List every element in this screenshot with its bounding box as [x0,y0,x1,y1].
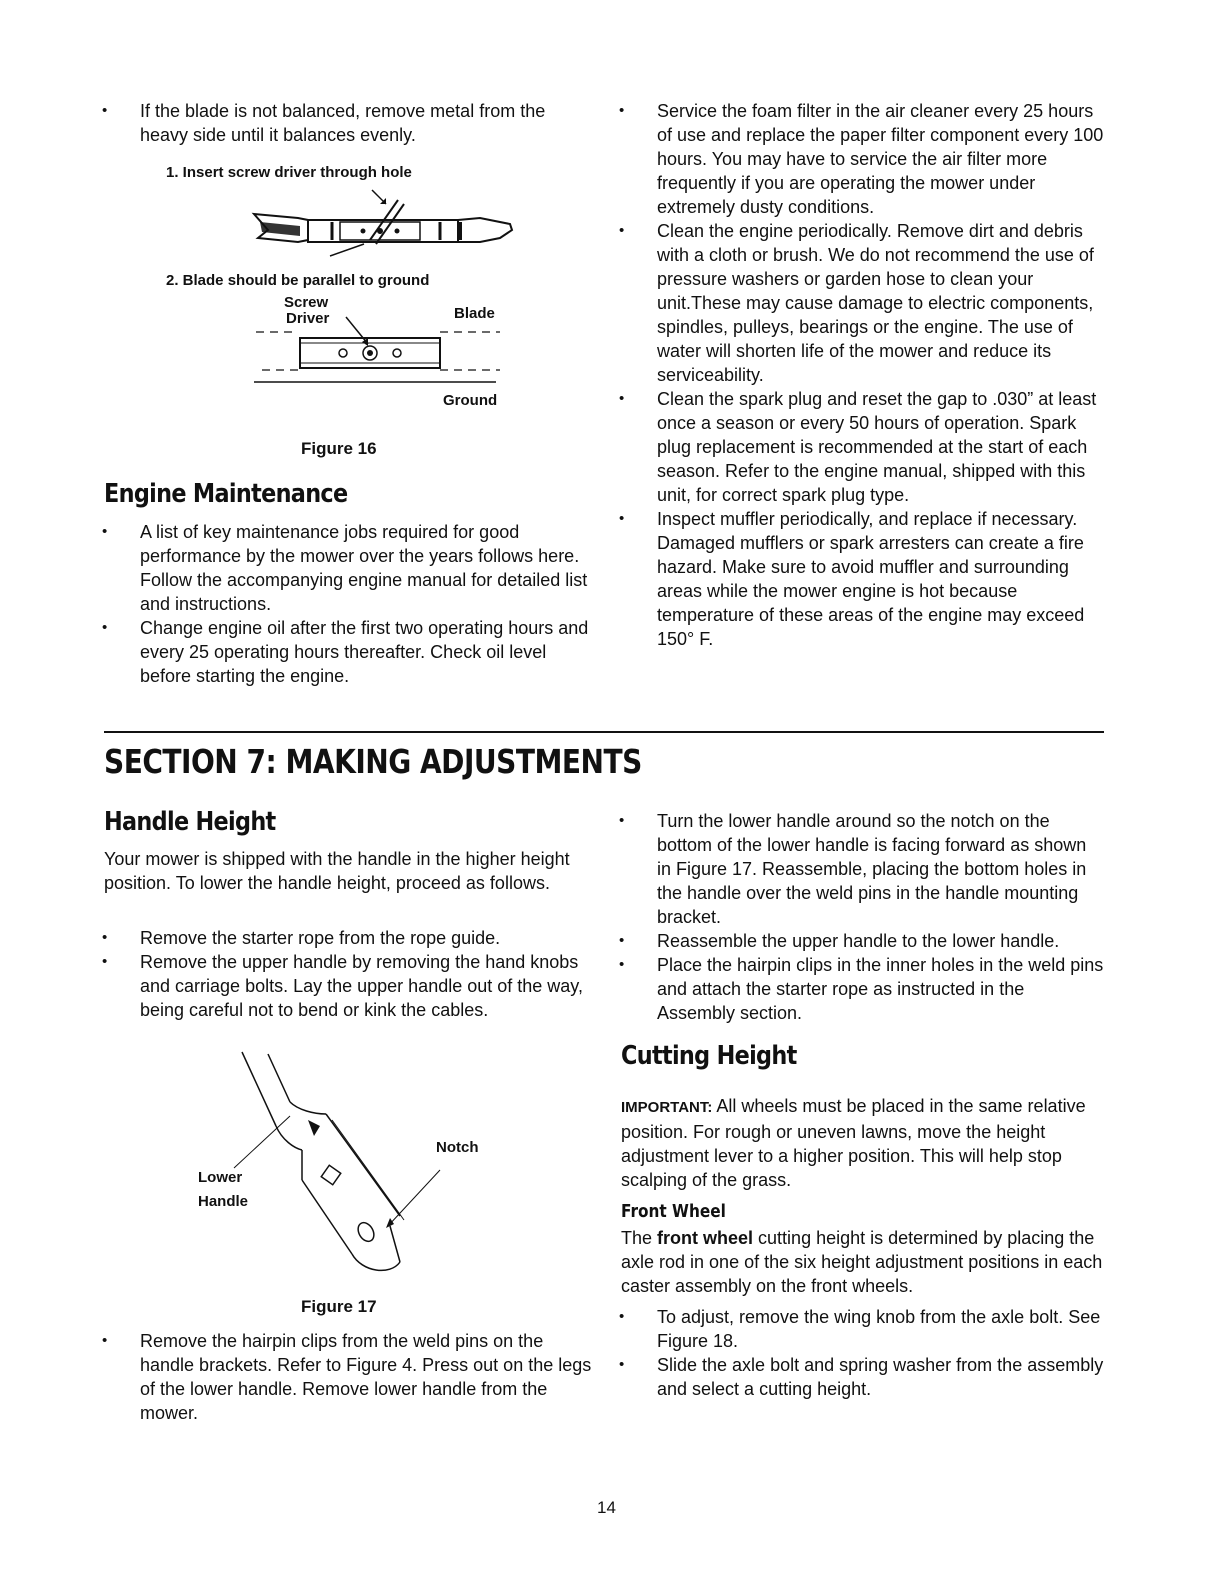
blade-balance-diagram [150,160,550,420]
list-item: • Change engine oil after the first two operating hours and every 25 operating hours thereafter. Check oil level before starting the engine. [102,616,592,688]
fig16-screw-label: Screw [284,294,329,311]
fig16-blade-label: Blade [454,305,495,322]
fig17-notch-label: Notch [436,1139,479,1156]
fig17-lower-label: Lower [198,1169,243,1186]
list-item: • To adjust, remove the wing knob from the axle bolt. See Figure 18. [619,1305,1105,1353]
list-item: • Reassemble the upper handle to the lower handle. [619,929,1105,953]
section-divider [104,731,1104,733]
list-item: • Place the hairpin clips in the inner holes in the weld pins and attach the starter rope as instructed in the Assembly section. [619,953,1105,1025]
front-wheel-post: cutting height is determined by placing the axle rod in one of the six height adjustment positions in each caster assembly on the front wheels. [621,1228,1103,1296]
left-top-column [102,99,592,147]
list-item: • Remove the upper handle by removing the hand knobs and carriage bolts. Lay the upper handle out of the way, being careful not to bend or kink the cables. [102,950,592,1022]
handle-height-section [104,807,594,837]
section-title: SECTION 7: MAKING ADJUSTMENTS [104,742,642,781]
list-item: • Remove the starter rope from the rope guide. [102,926,592,950]
important-text: All wheels must be placed in the same relative position. For rough or uneven lawns, move the height adjustment lever to a higher position. This will help stop scalping of the grass. [621,1096,1086,1190]
fig16-driver-label: Driver [286,310,330,327]
front-wheel-heading: Front Wheel [621,1201,726,1222]
list-item: • Turn the lower handle around so the notch on the bottom of the lower handle is facing forward as shown in Figure 17. Reassemble, placing the bottom holes in the handle over the weld pins in the handle mounting bracket. [619,809,1105,929]
important-label: IMPORTANT: [621,1099,713,1116]
handle-height-heading: Handle Height [104,807,276,837]
figure-16-caption: Figure 16 [301,439,377,458]
lower-handle-diagram [190,1040,510,1290]
cutting-height-body [621,1094,1105,1298]
engine-maintenance-list [102,520,592,688]
list-item: • Service the foam filter in the air cleaner every 25 hours of use and replace the paper filter component every 100 hours. You may have to service the air filter more frequently if you are operating the mower under extremely dusty conditions. [619,99,1105,219]
fig16-ground-label: Ground [443,392,498,409]
right-top-column [619,99,1105,651]
handle-height-intro-text: Your mower is shipped with the handle in the higher height position. To lower the handle height, proceed as follows. [104,849,570,893]
page-number: 14 [597,1498,616,1517]
fig17-handle-label: Handle [198,1193,249,1210]
right-bottom-column [619,809,1105,1025]
fig16-step1: 1. Insert screw driver through hole [166,164,412,181]
front-wheel-pre: The [621,1228,658,1248]
front-wheel-list [619,1305,1105,1401]
front-wheel-text [621,1226,1105,1298]
list-item: • Slide the axle bolt and spring washer from the assembly and select a cutting height. [619,1353,1105,1401]
cutting-height-section [621,1041,1107,1071]
engine-maintenance-heading: Engine Maintenance [104,479,348,509]
front-wheel-bold: front wheel [657,1228,754,1248]
handle-height-intro [104,847,590,895]
handle-height-after-list [102,1329,592,1425]
balance-bullet: • If the blade is not balanced, remove metal from the heavy side until it balances evenly. [102,99,592,147]
list-item: • Remove the hairpin clips from the weld pins on the handle brackets. Refer to Figure 4. Press out on the legs of the lower handle. Remove lower handle from the mower. [102,1329,592,1425]
important-note [621,1094,1105,1192]
list-item: • Clean the spark plug and reset the gap to .030” at least once a season or every 50 hours of operation. Spark plug replacement is recommended at the start of each season. Refer to the engine manual, shipped with this unit, for correct spark plug type. [619,387,1105,507]
cutting-height-heading: Cutting Height [621,1041,797,1071]
list-item: • A list of key maintenance jobs required for good performance by the mower over the years follows here. Follow the accompanying engine manual for detailed list and instructions. [102,520,592,616]
list-item: • Clean the engine periodically. Remove dirt and debris with a cloth or brush. We do not recommend the use of pressure washers or garden hose to clean your unit.These may cause damage to electric components, spindles, pulleys, bearings or the engine. The use of water will shorten life of the mower and reduce its serviceability. [619,219,1105,387]
handle-height-list [102,926,592,1022]
engine-maintenance-section [104,479,594,509]
fig16-step2: 2. Blade should be parallel to ground [166,272,430,289]
figure-17-caption: Figure 17 [301,1297,377,1316]
list-item: • Inspect muffler periodically, and replace if necessary. Damaged mufflers or spark arresters can create a fire hazard. Make sure to avoid muffler and surrounding areas while the mower engine is hot because temperature of these areas of the engine may exceed 150° F. [619,507,1105,651]
